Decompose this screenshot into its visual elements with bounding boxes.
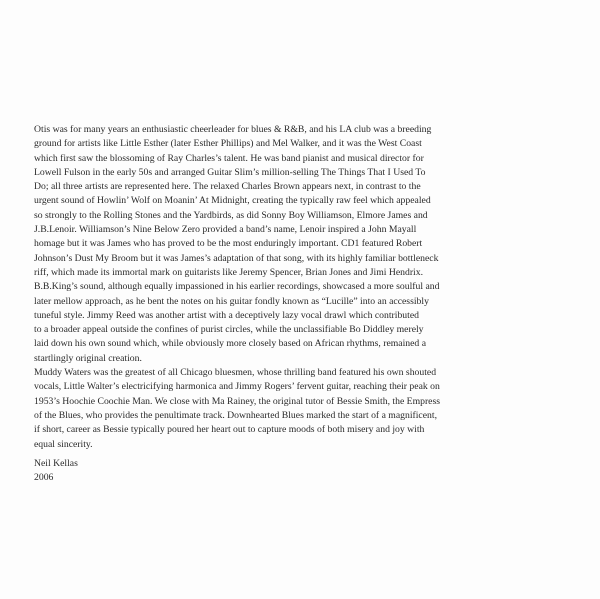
- text-line: B.B.King’s sound, although equally impassioned in his earlier recordings, showcased a more soulful and: [34, 281, 440, 293]
- text-line: J.B.Lenoir. Williamson’s Nine Below Zero provided a band’s name, Lenoir inspired a John Mayall: [34, 224, 417, 236]
- text-line: if short, career as Bessie typically poured her heart out to capture moods of both misery and joy with: [34, 424, 425, 436]
- text-line: later mellow approach, as he bent the notes on his guitar fondly known as “Lucille” into an accessibly: [34, 295, 429, 307]
- text-line: homage but it was James who has proved to be the most enduringly important. CD1 featured Robert: [34, 238, 423, 250]
- text-line: which first saw the blossoming of Ray Charles’s talent. He was band pianist and musical director for: [34, 152, 424, 164]
- text-line: to a broader appeal outside the confines of purist circles, while the unclassifiable Bo Diddley merely: [34, 324, 424, 336]
- text-line: vocals, Little Walter’s electricifying harmonica and Jimmy Rogers’ fervent guitar, reaching their peak on: [34, 381, 440, 393]
- text-line: Otis was for many years an enthusiastic cheerleader for blues & R&B, and his LA club was a breeding: [34, 124, 432, 135]
- text-line: of the Blues, who provides the penultimate track. Downhearted Blues marked the start of a magnificent,: [34, 409, 437, 421]
- text-line: Lowell Fulson in the early 50s and arranged Guitar Slim’s million-selling The Things That I Used To: [34, 166, 426, 178]
- text-line: Do; all three artists are represented here. The relaxed Charles Brown appears next, in contrast to the: [34, 181, 421, 193]
- text-line: Muddy Waters was the greatest of all Chicago bluesmen, whose thrilling band featured his own shouted: [34, 367, 437, 379]
- text-line: urgent sound of Howlin’ Wolf on Moanin’ At Midnight, creating the typically raw feel which appealed: [34, 195, 431, 207]
- author-name: Neil Kellas: [34, 458, 78, 469]
- text-line: 1953’s Hoochie Coochie Man. We close with Ma Rainey, the original tutor of Bessie Smith, the Empress: [34, 395, 441, 407]
- text-line: startlingly original creation.: [34, 352, 142, 364]
- liner-notes-body: [34, 123, 586, 452]
- signature-block: [34, 457, 78, 486]
- text-line: equal sincerity.: [34, 438, 93, 450]
- text-line: laid down his own sound which, while obviously more closely based on African rhythms, remained a: [34, 338, 427, 350]
- text-line: riff, which made its immortal mark on guitarists like Jeremy Spencer, Brian Jones and Jimi Hendrix.: [34, 266, 424, 278]
- text-line: Johnson’s Dust My Broom but it was James’s adaptation of that song, with its highly familiar bottleneck: [34, 252, 439, 264]
- signature-year: 2006: [34, 472, 54, 484]
- text-line: ground for artists like Little Esther (later Esther Phillips) and Mel Walker, and it was the West Coast: [34, 138, 422, 150]
- text-line: tuneful style. Jimmy Reed was another artist with a deceptively lazy vocal drawl which contributed: [34, 309, 419, 321]
- text-line: so strongly to the Rolling Stones and the Yardbirds, as did Sonny Boy Williamson, Elmore James and: [34, 209, 428, 221]
